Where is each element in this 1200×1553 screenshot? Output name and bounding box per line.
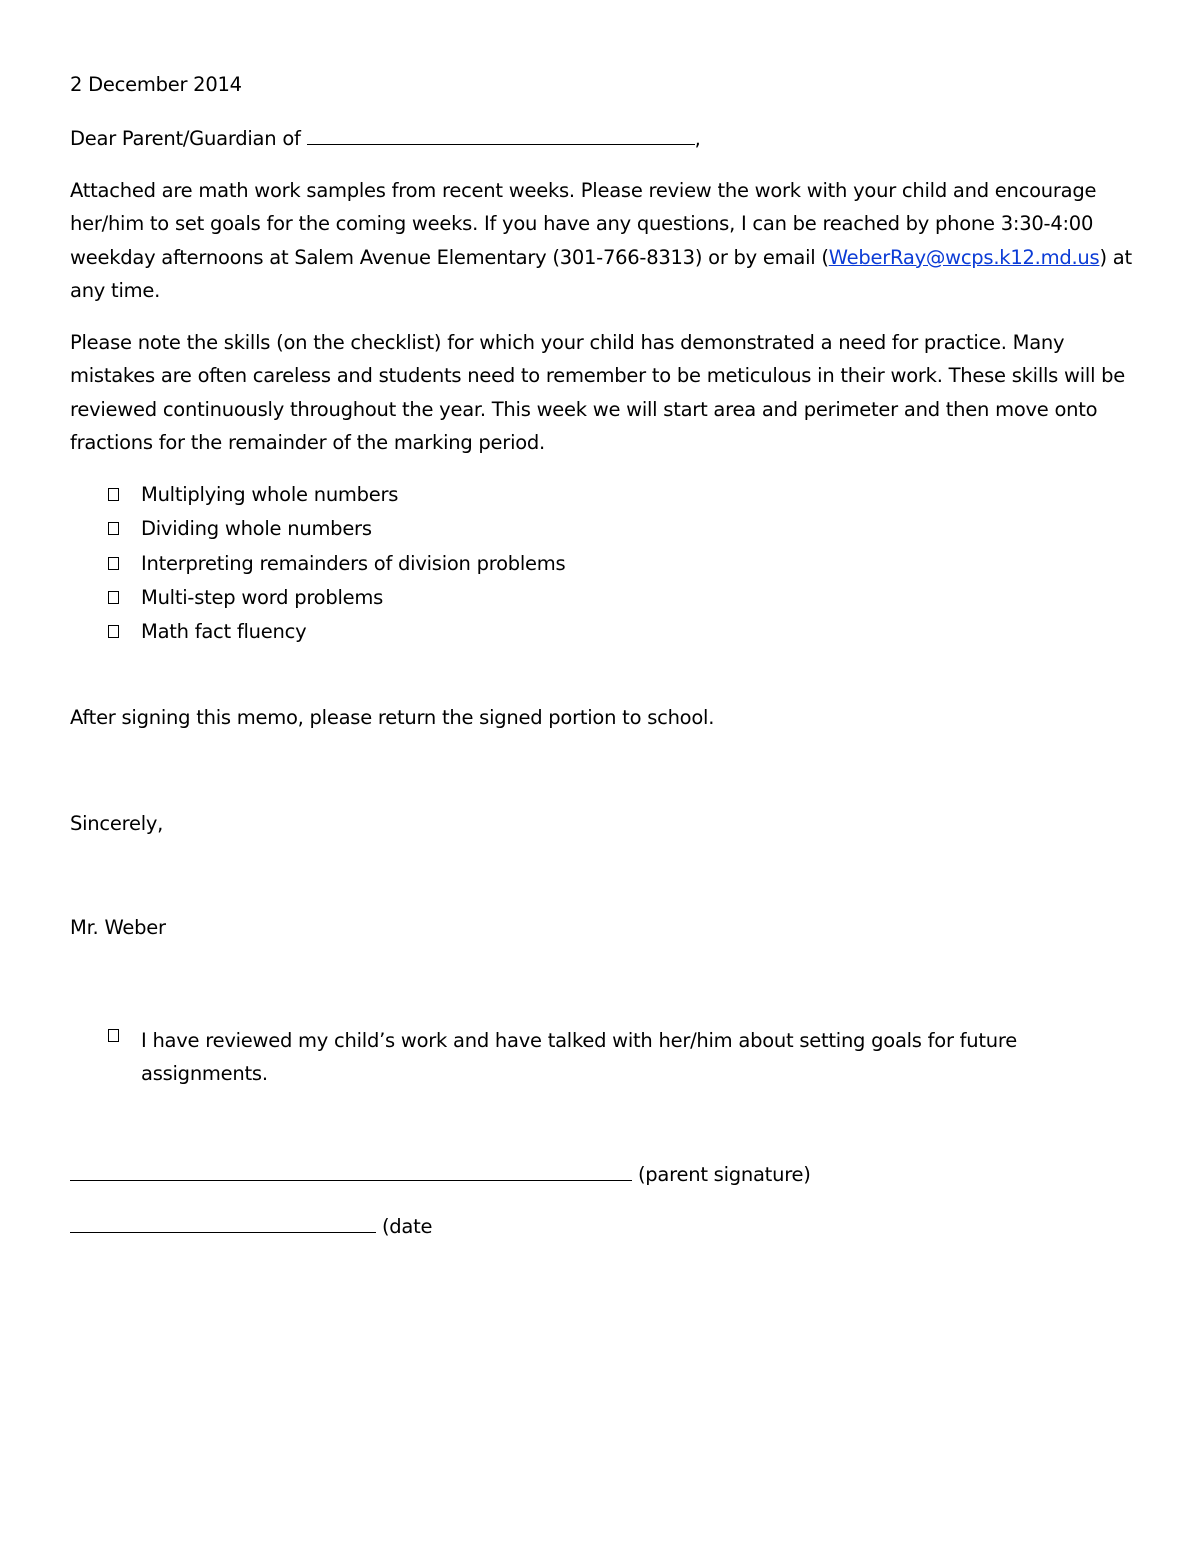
- parent-signature-line: [70, 1162, 811, 1187]
- acknowledgement-text: I have reviewed my child’s work and have talked with her/him about setting goals for future assignments.: [141, 1029, 1017, 1085]
- checklist-item-label: Dividing whole numbers: [141, 517, 372, 541]
- greeting: [70, 126, 701, 151]
- intro-text-part1: Attached are math work samples from recent weeks. Please review the work with your child and encourage her/him to set goals for the coming weeks. If you have any questions, I can be reached by phone 3:30-4:00 weekday afternoons at Salem Avenue Elementary (301-766-8313) or by email (: [70, 179, 1097, 269]
- greeting-prefix: Dear Parent/Guardian of: [70, 127, 307, 150]
- checkbox-icon[interactable]: [108, 488, 119, 501]
- child-name-blank[interactable]: [307, 126, 695, 145]
- parent-signature-label: (parent signature): [632, 1163, 811, 1186]
- parent-signature-blank[interactable]: [70, 1162, 632, 1181]
- letter-date: 2 December 2014: [70, 73, 242, 96]
- checklist-item-label: Interpreting remainders of division problems: [141, 551, 566, 575]
- checkbox-icon[interactable]: [108, 591, 119, 604]
- email-link[interactable]: WeberRay@wcps.k12.md.us: [828, 245, 1100, 269]
- greeting-suffix: ,: [694, 127, 701, 150]
- checklist-item-label: Math fact fluency: [141, 620, 307, 643]
- checkbox-icon[interactable]: [108, 522, 119, 535]
- checkbox-icon[interactable]: [108, 557, 119, 570]
- signature-name: Mr. Weber: [70, 916, 166, 939]
- return-note: After signing this memo, please return the signed portion to school.: [70, 706, 715, 729]
- checkbox-icon[interactable]: [108, 1029, 119, 1042]
- checklist-item-label: Multi-step word problems: [141, 585, 384, 609]
- intro-paragraph: [70, 174, 1140, 307]
- closing: Sincerely,: [70, 812, 164, 835]
- skills-paragraph: Please note the skills (on the checklist) for which your child has demonstrated a need for practice. Many mistakes are often careless and students need to remember to be meticulous in their work. These skills will be reviewed continuously throughout the year. This week we will start area and perimeter and then move onto fractions for the remainder of the marking period.: [70, 331, 1126, 454]
- intro-text-part2: ) at any time.: [70, 245, 1132, 302]
- date-line: [70, 1214, 432, 1239]
- date-blank[interactable]: [70, 1214, 376, 1233]
- checklist-item-label: Multiplying whole numbers: [141, 483, 399, 506]
- date-label: (date: [376, 1215, 433, 1238]
- checkbox-icon[interactable]: [108, 625, 119, 638]
